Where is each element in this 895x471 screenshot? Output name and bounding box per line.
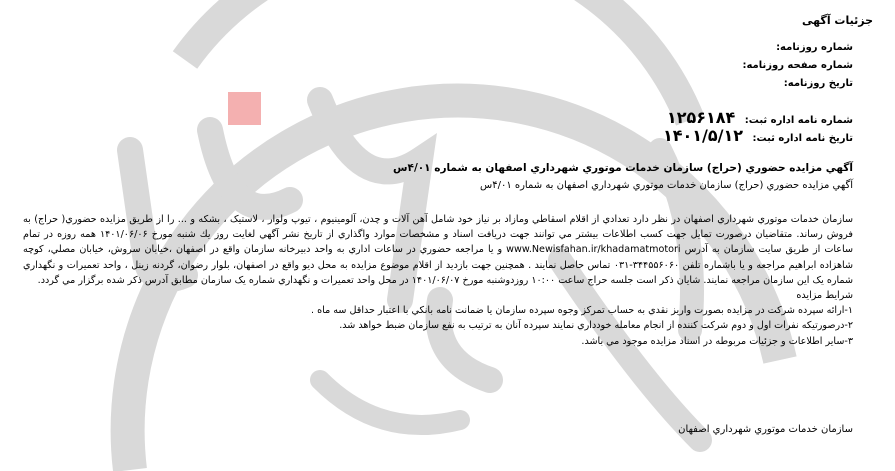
- condition-item-1: ۱-ارائه سپرده شركت در مزايده بصورت واريز نقدي به حساب تمركز وجوه سپرده سازمان يا ضمانت نامه بانكي با اعتبار حداقل سه ماه .: [311, 305, 853, 317]
- newspaper-number-label: شماره روزنامه:: [776, 42, 853, 53]
- registration-number-value: ۱۲۵۶۱۸۴: [666, 108, 736, 127]
- registration-number-row: [667, 108, 853, 127]
- notice-signature: سازمان خدمات موتوري شهرداري اصفهان: [678, 424, 853, 435]
- registration-date-row: [663, 126, 853, 145]
- newspaper-page-label: شماره صفحه روزنامه:: [742, 60, 853, 71]
- notice-body: [23, 212, 853, 349]
- registration-number-label: شماره نامه اداره ثبت:: [744, 115, 853, 126]
- notice-paragraph-main: سازمان خدمات موتوري شهرداري اصفهان در نظر دارد تعدادي از اقلام اسقاطي ومازاد بر نياز خود شامل آهن آلات و چدن، آلومينيوم ، تيوپ ولوار ، لاستيک ، بشكه و ... را از طريق مزايده حضوري( حراج) به فروش رساند. متقاضيان درصورت تمايل جهت كسب اطلاعات بيشتر مي توانند جهت دريافت اسناد و مشخصات موارد واگذاري از تاريخ نشر آگهي لغايت روز يك شنبه مورخ ۱۴۰۱/۰۶/۰۶ همه روزه در تمام ساعات از طريق سايت سازمان به آدرس www.Newisfahan.ir/khadamatmotori و يا مراجعه حضوري در ساعات اداري به واحد دبيرخانه سازمان واقع در اصفهان ،خيابان سروش، خيابان مصلي، كوچه شاهزاده ابراهيم مراجعه و يا باشماره تلفن ۳۴۴۵۵۶۰۶۰-۰۳۱ تماس حاصل نمايند . همچنين جهت بازديد از اقلام موضوع مزايده به محل ديو واقع در اصفهان، بلوار رضوان، گردنه زينل ، واحد تعميرات و نگهداري شماره يک اين سازمان مراجعه نمايند. شايان ذكر است جلسه حراج ساعت ۱۰:۰۰ روزدوشنبه مورخ ۱۴۰۱/۰۶/۰۷ در محل واحد تعميرات و نگهداري شماره يک سازمان مطابق آدرس ذكر شده برگزار مي گردد.: [23, 214, 854, 286]
- registration-date-value: ۱۴۰۱/۵/۱۲: [662, 126, 743, 145]
- page-title: جزئيات آگهی: [802, 14, 873, 27]
- notice-headline: آگهي مزايده حضوري (حراج) سازمان خدمات موتوري شهرداري اصفهان به شماره ۴/۰۱س: [393, 162, 853, 174]
- condition-item-3: ۳-ساير اطلاعات و جزئيات مربوطه در اسناد مزايده موجود مي باشد.: [581, 335, 853, 347]
- registration-date-label: تاريخ نامه اداره ثبت:: [752, 133, 853, 144]
- condition-item-2: ۲-درصورتيكه نفرات اول و دوم شركت كننده از انجام معامله خودداري نمايند سپرده آنان به ترتيب به نفع سازمان ضبط خواهد شد.: [339, 320, 853, 332]
- conditions-heading: شرايط مزايده: [796, 290, 853, 302]
- newspaper-date-label: تاريخ روزنامه:: [783, 78, 853, 89]
- notice-subline: آگهي مزايده حضوري (حراج) سازمان خدمات موتوري شهرداري اصفهان به شماره ۴/۰۱س: [479, 180, 853, 191]
